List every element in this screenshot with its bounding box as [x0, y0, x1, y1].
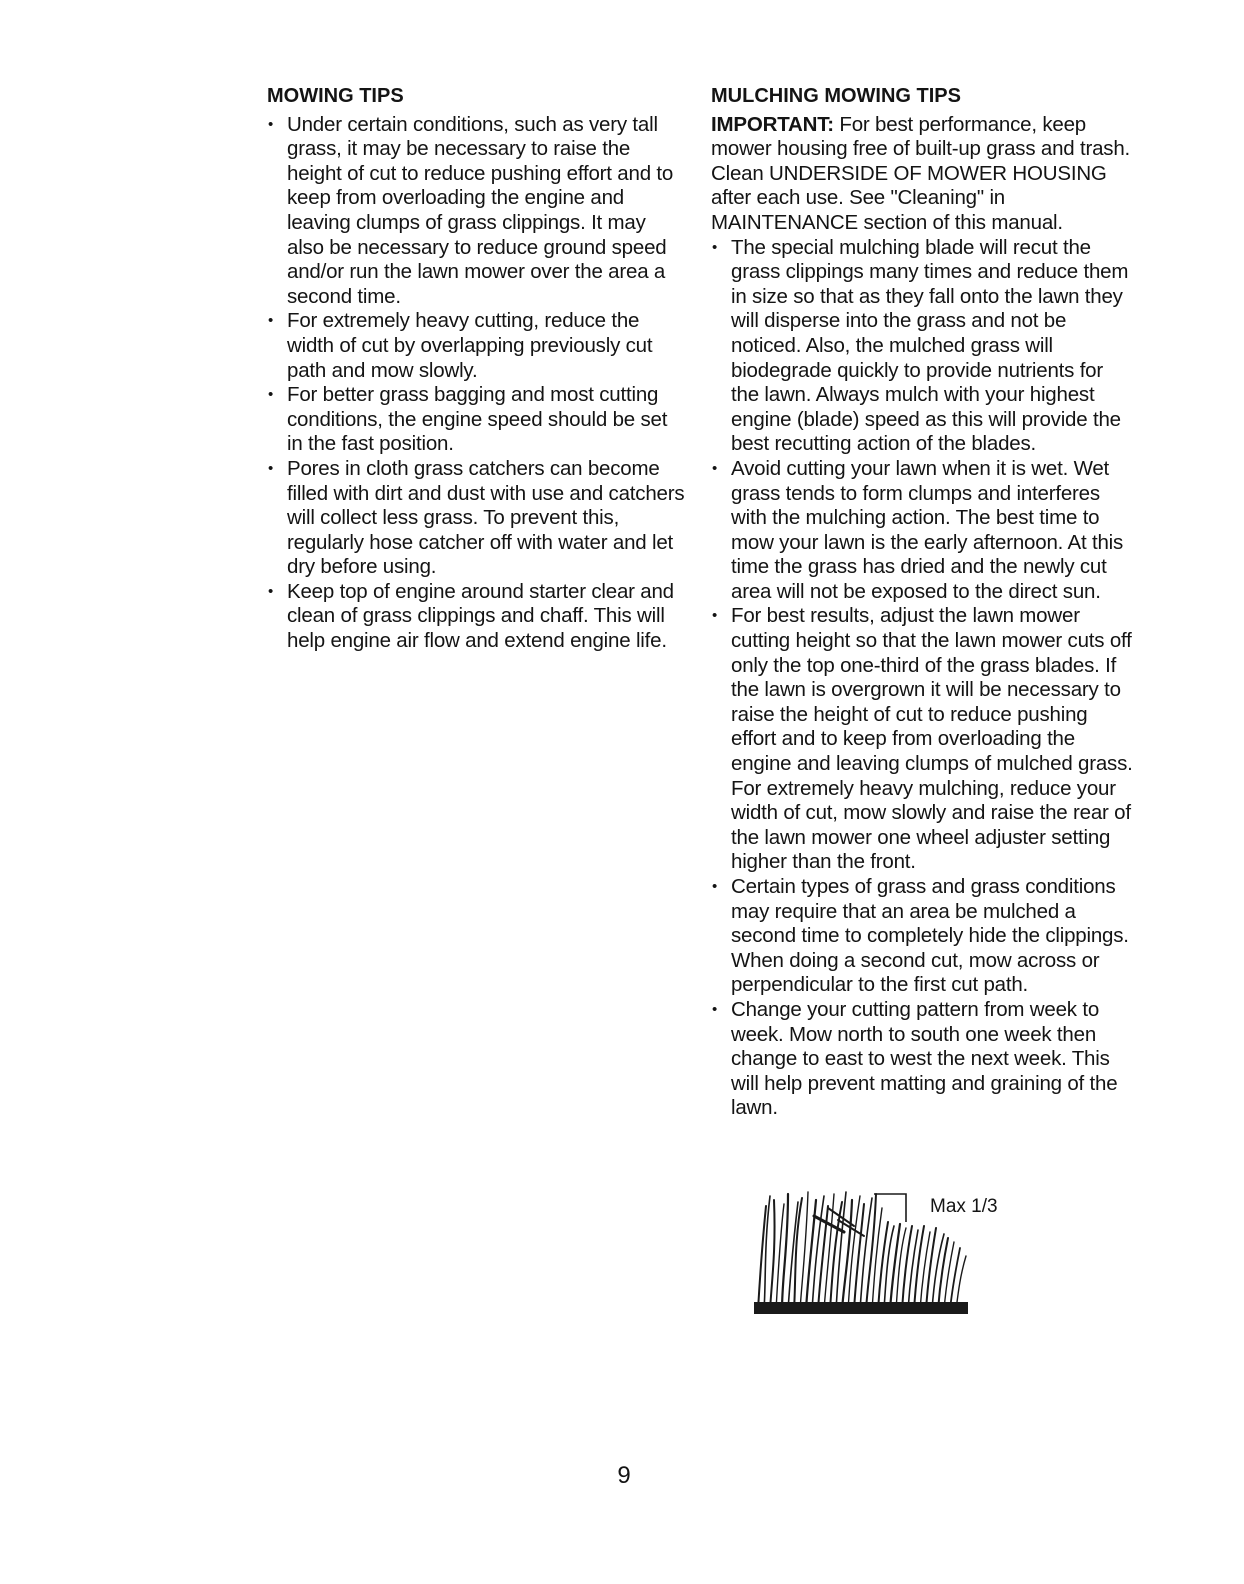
- list-item: • For extremely heavy cutting, reduce the width of cut by overlapping previously cut path and mow slowly.: [267, 309, 687, 383]
- mowing-tips-heading: MOWING TIPS: [267, 85, 404, 107]
- important-text: For best performance, keep mower housing free of built-up grass and trash. Clean UNDERSIDE OF MOWER HOUSING after each use. See "Cleaning" in MAINTENANCE section of this manual.: [711, 112, 1131, 234]
- page-number: 9: [617, 1462, 631, 1489]
- mowing-tips-column: [267, 84, 687, 654]
- mulching-tips-list: [711, 236, 1135, 1121]
- list-item: • Keep top of engine around starter clear and clean of grass clippings and chaff. This will help engine air flow and extend engine life.: [267, 580, 687, 654]
- important-label: IMPORTANT:: [711, 112, 834, 136]
- list-item: • Avoid cutting your lawn when it is wet. Wet grass tends to form clumps and interferes with the mulching action. The best time to mow your lawn is the early afternoon. At this time the grass has dried and the newly cut area will not be exposed to the direct sun.: [711, 457, 1135, 605]
- important-note: [711, 113, 1135, 236]
- mulching-tips-heading: MULCHING MOWING TIPS: [711, 85, 961, 107]
- grass-height-illustration: [754, 1186, 1014, 1314]
- list-item: • Pores in cloth grass catchers can become filled with dirt and dust with use and catchers will collect less grass. To prevent this, regularly hose catcher off with water and let dry before using.: [267, 457, 687, 580]
- list-item: • The special mulching blade will recut the grass clippings many times and reduce them in size so that as they fall onto the lawn they will disperse into the grass and not be noticed. Also, the mulched grass will biodegrade quickly to provide nutrients for the lawn. Always mulch with your highest engine (blade) speed as this will provide the best recutting action of the blades.: [711, 236, 1135, 457]
- mowing-tips-list: [267, 113, 687, 654]
- max-height-label: Max 1/3: [930, 1196, 998, 1217]
- mulching-tips-column: [711, 84, 1135, 1121]
- list-item: • Certain types of grass and grass conditions may require that an area be mulched a second time to completely hide the clippings. When doing a second cut, mow across or perpendicular to the first cut path.: [711, 875, 1135, 998]
- list-item: • For best results, adjust the lawn mower cutting height so that the lawn mower cuts off only the top one-third of the grass blades. If the lawn is overgrown it will be necessary to raise the height of cut to reduce pushing effort and to keep from overloading the engine and leaving clumps of mulched grass. For extremely heavy mulching, reduce your width of cut, mow slowly and raise the rear of the lawn mower one wheel adjuster setting higher than the front.: [711, 604, 1135, 875]
- list-item: • Change your cutting pattern from week to week. Mow north to south one week then change to east to west the next week. This will help prevent matting and graining of the lawn.: [711, 998, 1135, 1121]
- list-item: • Under certain conditions, such as very tall grass, it may be necessary to raise the height of cut to reduce pushing effort and to keep from overloading the engine and leaving clumps of grass clippings. It may also be necessary to reduce ground speed and/or run the lawn mower over the area a second time.: [267, 113, 687, 310]
- list-item: • For better grass bagging and most cutting conditions, the engine speed should be set in the fast position.: [267, 383, 687, 457]
